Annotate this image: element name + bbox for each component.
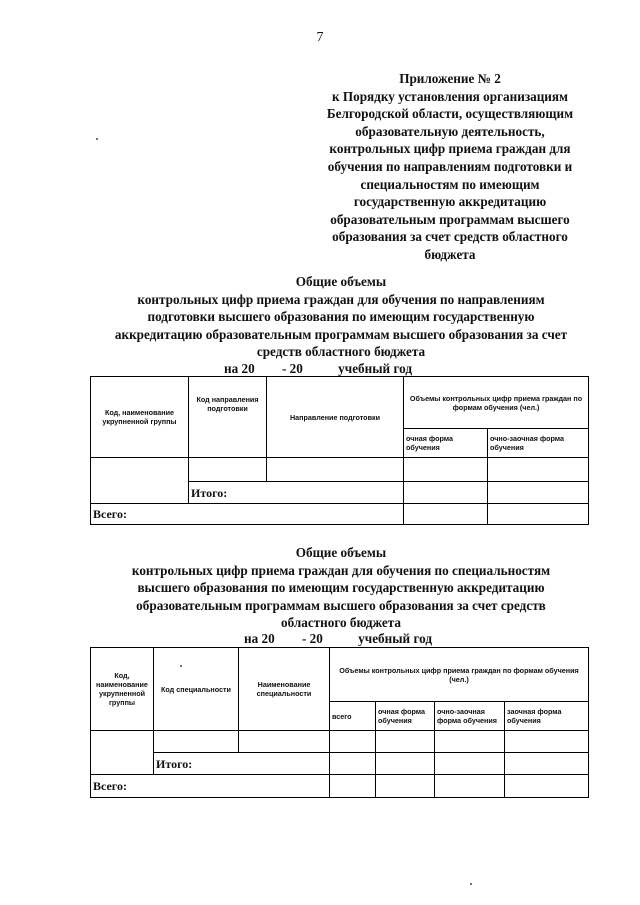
- col-header-group: Код, наименование укрупненной группы: [91, 377, 189, 458]
- appendix-line: контрольных цифр приема граждан для: [329, 141, 571, 157]
- col-header-group: Код, наименование укрупненной группы: [91, 648, 154, 731]
- table-cell: [330, 731, 376, 753]
- table-cell: [91, 731, 154, 775]
- scan-speck: [96, 138, 98, 140]
- col-header-mixed: очно-заочная форма обучения: [488, 429, 589, 458]
- section1-table: [90, 376, 589, 525]
- section2-title-line: контрольных цифр приема граждан для обучения по специальностям: [131, 562, 551, 578]
- appendix-line: образовательным программам высшего: [330, 211, 570, 227]
- section2-title-line: образовательным программам высшего образования за счет средств: [136, 597, 546, 613]
- col-header-code: Код направления подготовки: [189, 377, 267, 458]
- section2-title: [90, 544, 592, 632]
- appendix-line: Белгородской области, осуществляющим: [326, 106, 574, 122]
- table-cell: [376, 753, 435, 775]
- year-prefix: на 20: [244, 631, 275, 646]
- table-cell: [435, 731, 505, 753]
- section1-title-line: Общие объемы: [295, 274, 387, 289]
- col-header-volumes: Объемы контрольных цифр приема граждан по формам обучения (чел.): [404, 377, 589, 429]
- table-cell: [404, 482, 488, 504]
- table-cell: [488, 458, 589, 482]
- table-cell: [435, 775, 505, 798]
- appendix-block: [300, 70, 600, 264]
- col-header-name: Наименование специальности: [239, 648, 330, 731]
- appendix-line: образовательную деятельность,: [355, 123, 545, 139]
- year-dash: - 20: [281, 361, 303, 376]
- appendix-line: бюджета: [424, 246, 476, 262]
- section2-title-line: Общие объемы: [295, 545, 387, 560]
- table-cell: [189, 458, 267, 482]
- page-number: 7: [316, 30, 324, 45]
- appendix-line: Приложение № 2: [399, 71, 501, 86]
- subtotal-label: Итого:: [189, 482, 404, 504]
- col-header-parttime: заочная форма обучения: [505, 702, 589, 731]
- col-header-code: Код специальности: [154, 648, 239, 731]
- section1-title-line: контрольных цифр приема граждан для обучения по направлениям: [137, 291, 545, 307]
- col-header-mixed: очно-заочная форма обучения: [435, 702, 505, 731]
- table-cell: [435, 753, 505, 775]
- section2-table: [90, 647, 589, 798]
- table-cell: [267, 458, 404, 482]
- col-header-fulltime: очная форма обучения: [376, 702, 435, 731]
- col-header-volumes: Объемы контрольных цифр приема граждан по формам обучения (чел.): [330, 648, 589, 702]
- appendix-line: обучения по направлениям подготовки и: [327, 158, 573, 174]
- table-cell: [404, 504, 488, 525]
- section1-title-line: подготовки высшего образования по имеющим государственную: [147, 309, 535, 324]
- table-cell: [91, 458, 189, 504]
- table-cell: [376, 775, 435, 798]
- appendix-line: государственную аккредитацию: [353, 194, 547, 210]
- section1-academic-year: [224, 361, 412, 377]
- scan-speck: [470, 883, 472, 885]
- col-header-direction: Направление подготовки: [267, 377, 404, 458]
- section1-title: [90, 273, 592, 361]
- section1-title-line: средств областного бюджета: [256, 344, 426, 359]
- col-header-total: всего: [330, 702, 376, 731]
- section2-title-line: высшего образования по имеющим государственную аккредитацию: [137, 580, 545, 595]
- table-cell: [376, 731, 435, 753]
- year-suffix: учебный год: [338, 361, 412, 376]
- table-cell: [488, 482, 589, 504]
- table-cell: [330, 753, 376, 775]
- table-cell: [505, 753, 589, 775]
- section1-title-line: аккредитацию образовательным программам высшего образования за счет: [114, 326, 568, 342]
- year-suffix: учебный год: [358, 631, 432, 646]
- appendix-line: специальностям по имеющим: [360, 176, 540, 192]
- section2-title-line: областного бюджета: [281, 615, 401, 630]
- table-cell: [505, 775, 589, 798]
- total-label: Всего:: [91, 504, 404, 525]
- year-prefix: на 20: [224, 361, 255, 376]
- subtotal-label: Итого:: [154, 753, 330, 775]
- total-label: Всего:: [91, 775, 330, 798]
- appendix-line: образования за счет средств областного: [332, 229, 568, 245]
- appendix-line: к Порядку установления организациям: [331, 88, 569, 104]
- table-cell: [404, 458, 488, 482]
- table-cell: [330, 775, 376, 798]
- table-cell: [488, 504, 589, 525]
- scan-speck: [180, 665, 182, 667]
- year-dash: - 20: [301, 631, 323, 646]
- table-cell: [239, 731, 330, 753]
- table-cell: [505, 731, 589, 753]
- section2-academic-year: [244, 631, 432, 647]
- table-cell: [154, 731, 239, 753]
- col-header-fulltime: очная форма обучения: [404, 429, 488, 458]
